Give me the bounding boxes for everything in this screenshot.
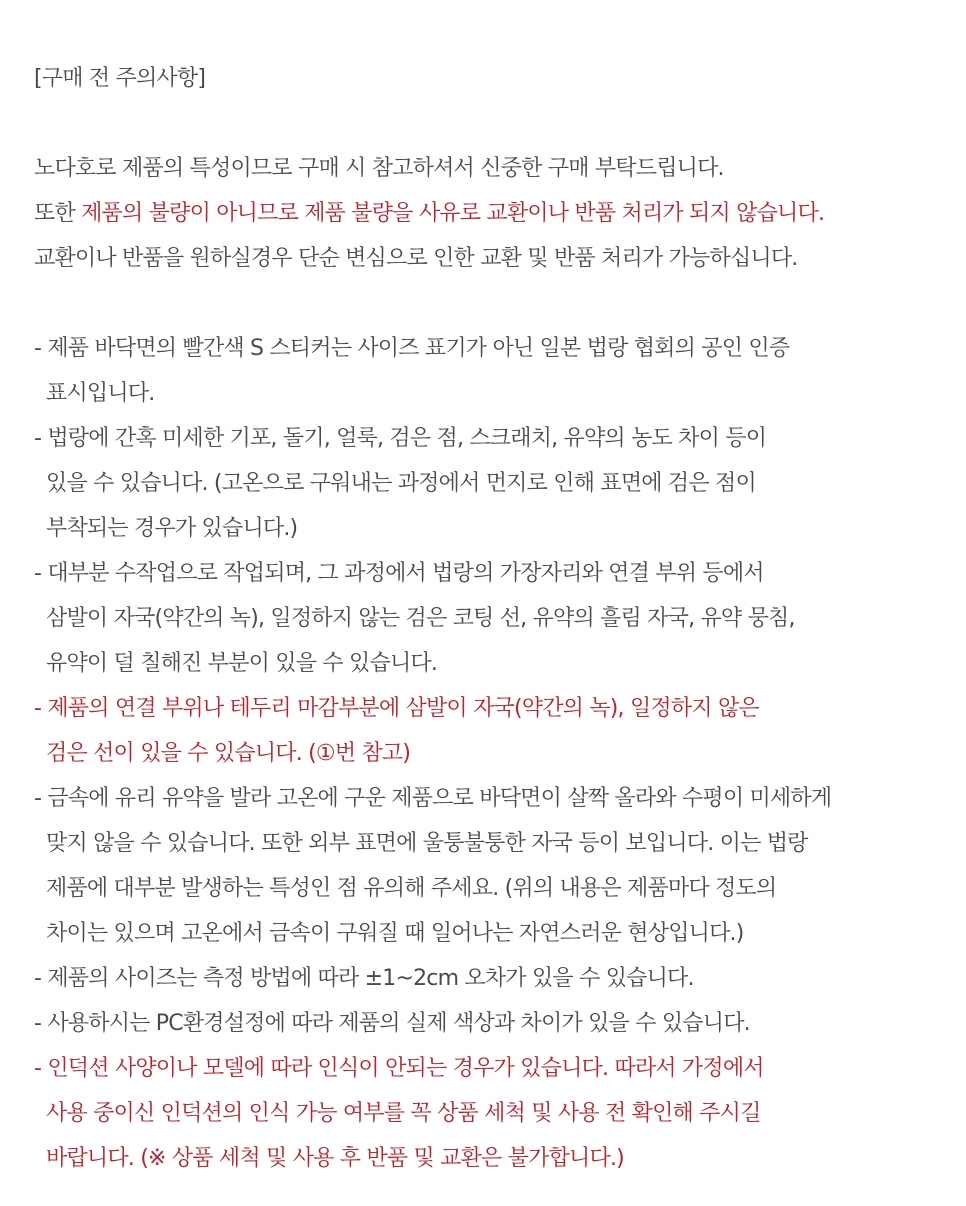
note-continuation-line: 표시입니다. [46, 381, 155, 406]
note-item [34, 956, 962, 1001]
intro-line-1: 노다호로 제품의 특성이므로 구매 시 참고하셔서 신중한 구매 부탁드립니다. [34, 156, 724, 181]
note-item [34, 326, 962, 416]
intro-line-2-prefix: 또한 [34, 201, 82, 226]
note-line: - 대부분 수작업으로 작업되며, 그 과정에서 법랑의 가장자리와 연결 부위 등에서 [34, 561, 764, 586]
note-continuation-line: 제품에 대부분 발생하는 특성인 점 유의해 주세요. (위의 내용은 제품마다 정도의 [46, 876, 777, 901]
note-continuation-line: 삼발이 자국(약간의 녹), 일정하지 않는 검은 코팅 선, 유약의 흘림 자국, 유약 뭉침, [46, 606, 795, 631]
note-continuation-line: 부착되는 경우가 있습니다.) [46, 516, 298, 541]
note-item [34, 416, 962, 551]
spacer [34, 281, 962, 326]
note-continuation-line: 유약이 덜 칠해진 부분이 있을 수 있습니다. [46, 651, 438, 676]
purchase-notice [34, 56, 962, 1181]
note-line: - 제품의 사이즈는 측정 방법에 따라 ±1~2cm 오차가 있을 수 있습니다. [34, 966, 694, 991]
note-line: - 인덕션 사양이나 모델에 따라 인식이 안되는 경우가 있습니다. 따라서 가정에서 [34, 1056, 764, 1081]
note-item [34, 686, 962, 776]
notice-title: [구매 전 주의사항] [34, 66, 206, 91]
note-line: - 법랑에 간혹 미세한 기포, 돌기, 얼룩, 검은 점, 스크래치, 유약의 농도 차이 등이 [34, 426, 767, 451]
intro-line-3: 교환이나 반품을 원하실경우 단순 변심으로 인한 교환 및 반품 처리가 가능하십니다. [34, 246, 798, 271]
note-line: - 사용하시는 PC환경설정에 따라 제품의 실제 색상과 차이가 있을 수 있습니다. [34, 1011, 750, 1036]
note-item [34, 1001, 962, 1046]
note-continuation-line: 맞지 않을 수 있습니다. 또한 외부 표면에 울퉁불퉁한 자국 등이 보입니다. 이는 법랑 [46, 831, 808, 856]
note-line: - 금속에 유리 유약을 발라 고온에 구운 제품으로 바닥면이 살짝 올라와 수평이 미세하게 [34, 786, 832, 811]
note-line: - 제품 바닥면의 빨간색 S 스티커는 사이즈 표기가 아닌 일본 법랑 협회의 공인 인증 [34, 336, 790, 361]
note-continuation-line: 사용 중이신 인덕션의 인식 가능 여부를 꼭 상품 세척 및 사용 전 확인해 주시길 [46, 1101, 761, 1126]
note-line: - 제품의 연결 부위나 테두리 마감부분에 삼발이 자국(약간의 녹), 일정하지 않은 [34, 696, 759, 721]
intro-warning-text: 제품의 불량이 아니므로 제품 불량을 사유로 교환이나 반품 처리가 되지 않습니다. [81, 201, 825, 226]
note-item [34, 551, 962, 686]
note-continuation-line: 차이는 있으며 고온에서 금속이 구워질 때 일어나는 자연스러운 현상입니다.) [46, 921, 744, 946]
note-continuation-line: 바랍니다. (※ 상품 세척 및 사용 후 반품 및 교환은 불가합니다.) [46, 1146, 624, 1171]
note-item [34, 1046, 962, 1181]
note-continuation-line: 검은 선이 있을 수 있습니다. (①번 참고) [46, 741, 411, 766]
note-item [34, 776, 962, 956]
spacer [34, 101, 962, 146]
intro-line-2 [34, 191, 962, 236]
note-continuation-line: 있을 수 있습니다. (고온으로 구워내는 과정에서 먼지로 인해 표면에 검은 점이 [46, 471, 756, 496]
notes-list [34, 326, 962, 1181]
